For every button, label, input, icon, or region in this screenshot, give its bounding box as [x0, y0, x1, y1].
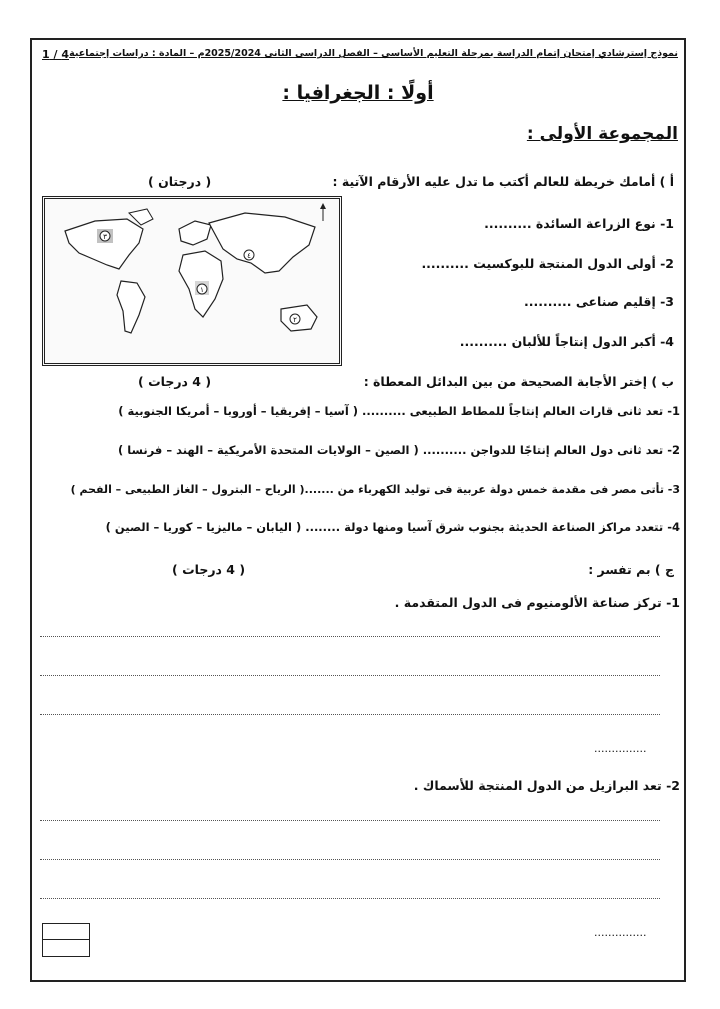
section-a-prompt: أ ) أمامك خريطة للعالم أكتب ما تدل عليه الأرقام الآتية : [332, 174, 674, 189]
answer-dots-end: ............... [594, 742, 647, 755]
answer-line [40, 898, 660, 899]
group-title: المجموعة الأولى : [526, 124, 678, 144]
answer-line [40, 714, 660, 715]
section-b-grade: ( 4 درجات ) [138, 374, 212, 389]
world-map-svg [45, 199, 339, 363]
section-title-text: أولًا : الجغرافيا : [282, 82, 434, 104]
section-a-item-3: 3- إقليم صناعى .......... [524, 294, 674, 309]
north-arrowhead-icon [320, 203, 326, 209]
section-c-grade: ( 4 درجات ) [172, 562, 246, 577]
section-a-item-4: 4- أكبر الدول إنتاجاً للألبان .......... [459, 334, 674, 349]
map-label-4: ٤ [247, 252, 251, 260]
answer-dots-end: ............... [594, 926, 647, 939]
map-label-3: ٣ [103, 233, 107, 241]
answer-line [40, 820, 660, 821]
section-b-prompt: ب ) إختر الأجابة الصحيحة من بين البدائل المعطاة : [363, 374, 674, 389]
section-c-item-2: 2- تعد البرازيل من الدول المنتجة للأسماك . [413, 778, 680, 793]
section-b-item-4: 4- تتعدد مراكز الصناعة الحديثة بجنوب شرق آسيا ومنها دولة ........ ( اليابان – ماليزيا – كوريا – الصين ) [105, 520, 680, 534]
south-america-shape [117, 281, 145, 333]
exam-page [30, 38, 686, 982]
map-label-2: ٢ [293, 316, 297, 324]
section-title [32, 82, 684, 104]
page-number: 4 / 1 [42, 48, 69, 61]
section-b-item-1: 1- تعد ثانى قارات العالم إنتاجاً للمطاط الطبيعى .......... ( آسيا – إفريقيا – أوروبا – أمريكا الجنوبية ) [118, 404, 680, 418]
section-b-item-2: 2- تعد ثانى دول العالم إنتاجًا للدواجن .......... ( الصين – الولايات المتحدة الأمريكية – الهند – فرنسا ) [118, 443, 680, 457]
section-c-prompt: ج ) بم تفسر : [588, 562, 674, 577]
answer-line [40, 636, 660, 637]
asia-shape [209, 213, 315, 273]
score-box [42, 923, 90, 957]
header-text: نموذج إسترشادي إمتحان إتمام الدراسة بمرحلة التعليم الأساسي – الفصل الدراسى الثانى 2025/2024م – المادة : دراسات إجتماعية [69, 48, 678, 59]
section-a-item-2: 2- أولى الدول المنتجة للبوكسيت .......... [421, 256, 674, 271]
world-map [42, 196, 342, 366]
map-label-1: ١ [200, 286, 204, 294]
north-america-shape [65, 219, 143, 269]
answer-line [40, 859, 660, 860]
exam-header [38, 48, 678, 66]
score-box-divider [43, 939, 89, 940]
europe-shape [179, 221, 211, 245]
section-a-item-1: 1- نوع الزراعة السائدة .......... [484, 216, 674, 231]
section-c-item-1: 1- تركز صناعة الألومنيوم فى الدول المتقدمة . [394, 595, 680, 610]
section-b-item-3: 3- تأتى مصر فى مقدمة خمس دولة عربية فى توليد الكهرباء من .......( الرياح – البترول – الغاز الطبيعى – الفحم ) [70, 483, 680, 496]
section-a-grade: ( درجتان ) [148, 174, 212, 189]
answer-line [40, 675, 660, 676]
